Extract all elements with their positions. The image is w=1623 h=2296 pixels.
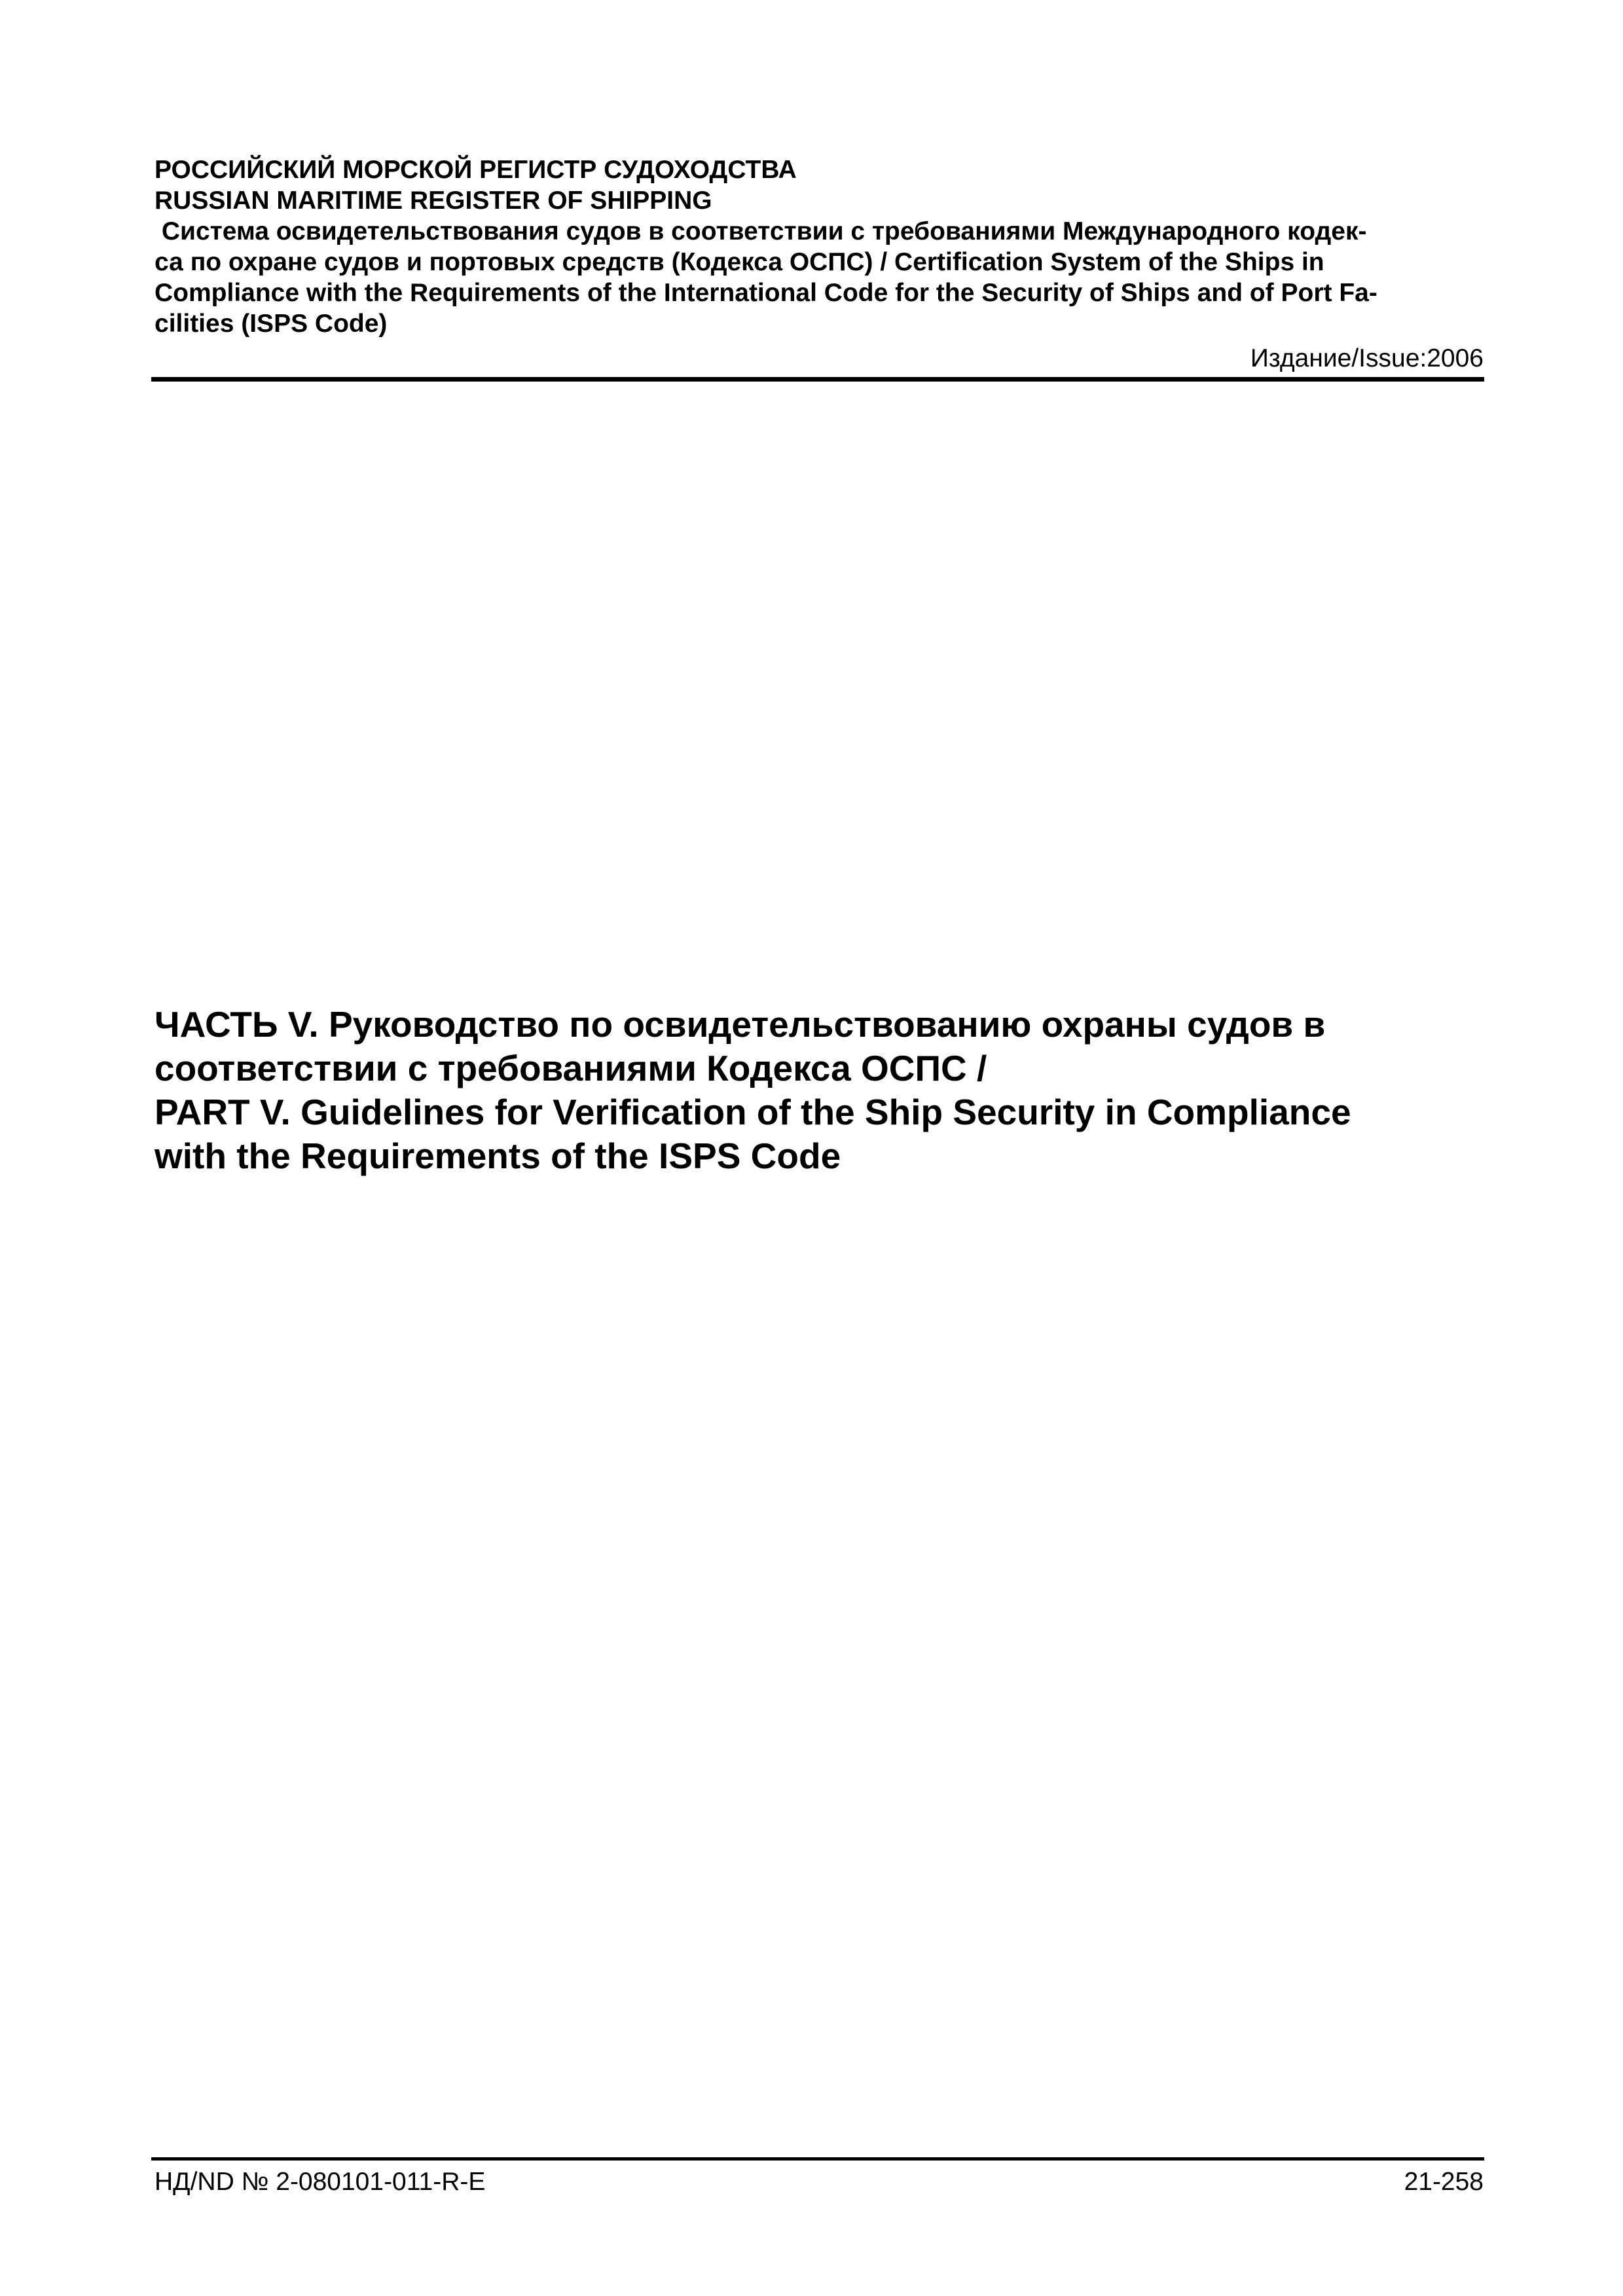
page-number: 21-258 (1404, 2168, 1484, 2196)
header-divider (151, 377, 1484, 382)
organization-name-ru: РОССИЙСКИЙ МОРСКОЙ РЕГИСТР СУДОХОДСТВА (155, 156, 797, 184)
system-title-line: са по охране судов и портовых средств (Кодекса ОСПС) / Certification System of the Ships in (155, 248, 1324, 276)
system-title-line: Система освидетельствования судов в соответствии с требованиями Международного кодек- (155, 217, 1367, 245)
system-title-line: Compliance with the Requirements of the International Code for the Security of Ships and of Port Fa- (155, 279, 1377, 307)
part-title-line: соответствии с требованиями Кодекса ОСПС / (155, 1048, 987, 1088)
part-title-line: with the Requirements of the ISPS Code (155, 1136, 841, 1176)
page-footer (155, 2166, 1484, 2197)
footer-divider (151, 2157, 1484, 2161)
part-title (155, 1003, 1497, 1178)
part-title-line: PART V. Guidelines for Verification of the Ship Security in Compliance (155, 1092, 1351, 1132)
system-title-line: cilities (ISPS Code) (155, 310, 388, 338)
document-number: НД/ND № 2-080101-011-R-E (155, 2168, 486, 2196)
document-system-title (155, 216, 1484, 339)
page-header (155, 154, 1484, 374)
issue-label: Издание/Issue:2006 (1250, 344, 1484, 372)
organization-name-en: RUSSIAN MARITIME REGISTER OF SHIPPING (155, 187, 712, 215)
part-title-line: ЧАСТЬ V. Руководство по освидетельствованию охраны судов в (155, 1004, 1326, 1045)
